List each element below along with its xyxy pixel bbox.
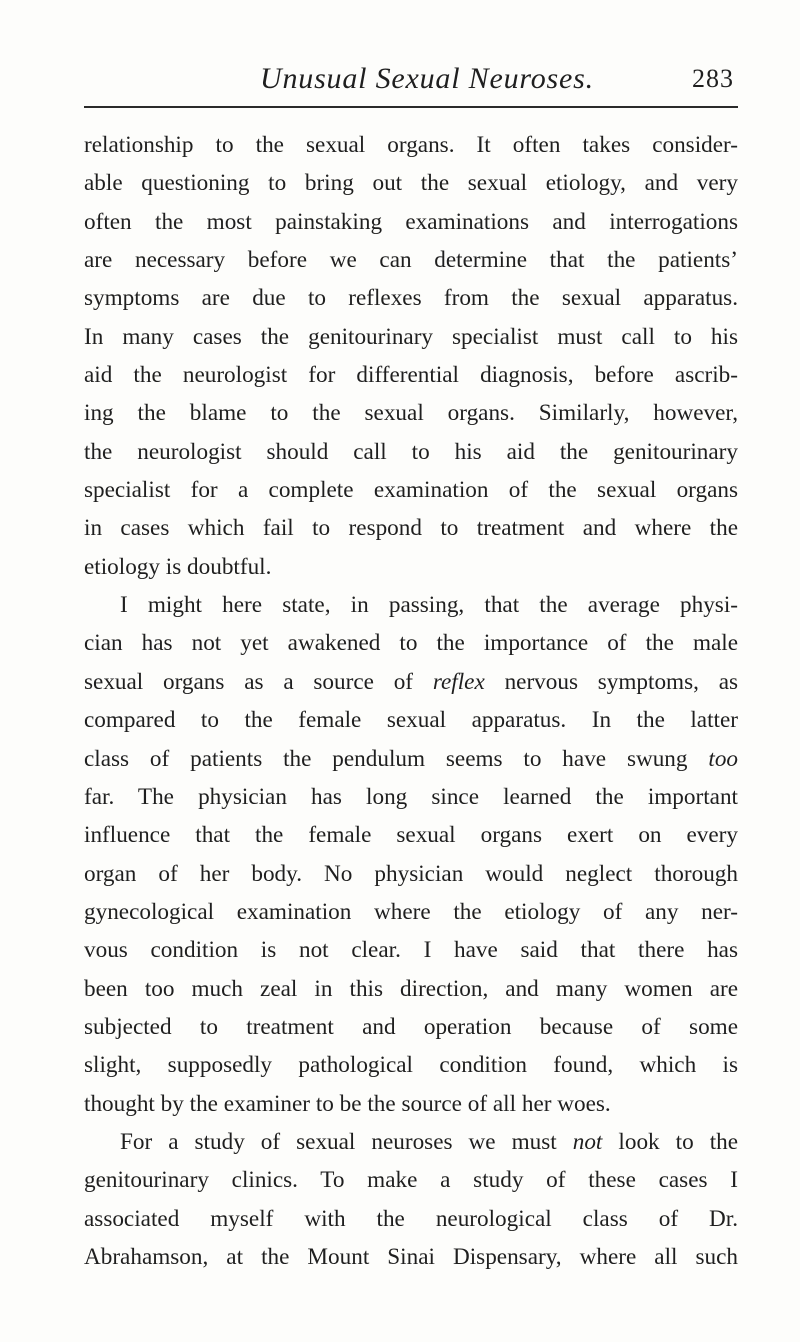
text-line: the neurologist should call to his aid the genitourinary — [84, 438, 738, 465]
italic-word: not — [572, 1128, 603, 1155]
text-line: organ of her body. No physician would neglect thorough — [84, 860, 738, 887]
text-line: influence that the female sexual organs exert on every — [84, 822, 738, 849]
text-line: cian has not yet awakened to the importance of the male — [84, 630, 738, 657]
italic-word: reflex — [432, 668, 485, 695]
text-line: compared to the female sexual apparatus. In the latter — [84, 707, 738, 734]
text-line: relationship to the sexual organs. It often takes consider- — [84, 132, 738, 158]
text-line: genitourinary clinics. To make a study of these cases I — [84, 1167, 738, 1194]
text-line: In many cases the genitourinary specialist must call to his — [84, 323, 738, 350]
text-segment: class of patients the pendulum seems to have swung — [84, 745, 688, 772]
text-line: gynecological examination where the etiology of any ner- — [84, 898, 738, 925]
text-line: in cases which fail to respond to treatment and where the — [84, 515, 738, 542]
text-segment: For a study of sexual neuroses we must — [120, 1128, 557, 1155]
text-line: aid the neurologist for differential diagnosis, before ascrib- — [84, 362, 738, 389]
header-rule — [84, 106, 738, 108]
text-line: ing the blame to the sexual organs. Similarly, however, — [84, 400, 738, 427]
body-text — [84, 126, 738, 1276]
italic-word: too — [708, 745, 738, 772]
text-line: Abrahamson, at the Mount Sinai Dispensary, where all such — [84, 1243, 738, 1270]
text-line: slight, supposedly pathological condition found, which is — [84, 1052, 738, 1079]
text-line: are necessary before we can determine that the patients’ — [84, 247, 738, 274]
text-line: specialist for a complete examination of the sexual organs — [84, 477, 738, 504]
text-line: able questioning to bring out the sexual etiology, and very — [84, 170, 738, 197]
text-line: vous condition is not clear. I have said that there has — [84, 937, 738, 964]
text-line: I might here state, in passing, that the average physi- — [120, 592, 738, 619]
text-line: etiology is doubtful. — [84, 553, 272, 580]
text-line: subjected to treatment and operation because of some — [84, 1013, 738, 1040]
book-page — [84, 56, 738, 1326]
text-line — [84, 1123, 738, 1161]
text-segment: sexual organs as a source of — [84, 668, 414, 695]
text-line: far. The physician has long since learned the important — [84, 783, 738, 810]
text-line: often the most painstaking examinations and interrogations — [84, 208, 738, 235]
text-line — [84, 663, 738, 701]
running-title: Unusual Sexual Neuroses. — [260, 62, 594, 95]
text-line — [84, 740, 738, 778]
running-head — [84, 56, 738, 100]
text-segment: look to the — [618, 1128, 738, 1155]
text-line: been too much zeal in this direction, and many women are — [84, 975, 738, 1002]
page-number: 283 — [692, 64, 734, 93]
text-line: thought by the examiner to be the source of all her woes. — [84, 1090, 611, 1117]
text-line: associated myself with the neurological class of Dr. — [84, 1205, 738, 1232]
text-segment: nervous symptoms, as — [504, 668, 738, 695]
text-line: symptoms are due to reflexes from the sexual apparatus. — [84, 285, 738, 312]
